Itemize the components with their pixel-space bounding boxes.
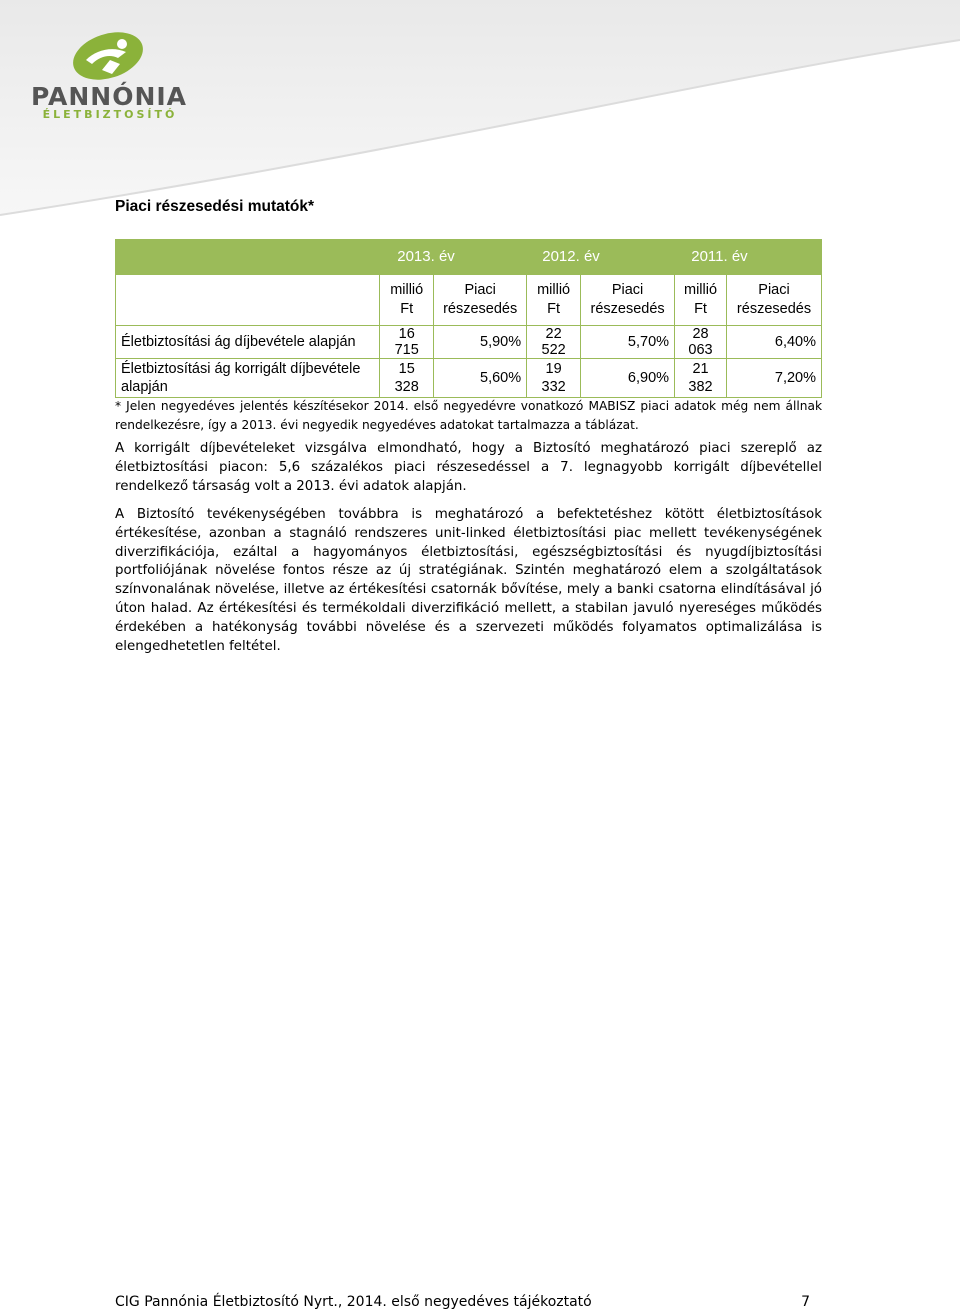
section-title: Piaci részesedési mutatók* [115, 198, 315, 215]
column-header: millió Ft [675, 275, 727, 326]
row-label: Életbiztosítási ág díjbevétele alapján [116, 326, 380, 359]
subheader-empty-cell [116, 275, 380, 326]
table-cell: 7,20% [727, 359, 822, 398]
footer-text: CIG Pannónia Életbiztosító Nyrt., 2014. első negyedéves tájékoztató [115, 1294, 592, 1310]
column-header: Piaci részesedés [581, 275, 675, 326]
table-cell: 28 063 [675, 326, 727, 359]
logo-wordmark: PANNÓNIA [30, 82, 188, 111]
year-header-cell [380, 240, 822, 275]
paragraph: A Biztosító tevékenységében továbbra is meghatározó a befektetéshez kötött életbiztosítások értékesítése, azonban a stagnáló rendszeres unit-linked életbiztosítási piac mellett tevékenységének diverzifikációja, ezáltal a hagyományos életbiztosítási, egészségbiztosítási és nyugdíjbiztosítási portfoliójának növelése fontos része az új stratégiának. Szintén meghatározó elem a szolgáltatások színvonalának növelése, illetve az értékesítési csatornák bővítése, mely a banki csatorna elindításával jó úton halad. Az értékesítési és termékoldali diverzifikáció mellett, a stabilan javuló nyereséges működés érdekében a hatékonyság további növelése és a szervezeti működés folyamatos optimalizálása is elengedhetetlen feltétel. [115, 507, 822, 654]
table-cell: 22 522 [527, 326, 581, 359]
row-label: Életbiztosítási ág korrigált díjbevétele alapján [116, 359, 380, 398]
column-header: millió Ft [527, 275, 581, 326]
table-row [116, 359, 822, 398]
header-empty-cell [116, 240, 380, 275]
logo-subtitle: ÉLETBIZTOSÍTÓ [42, 108, 178, 121]
year-label: 2012. év [542, 248, 600, 265]
year-label: 2013. év [397, 248, 455, 265]
table-year-header-row [116, 240, 822, 275]
table-subheader-row [116, 275, 822, 326]
table-cell: 6,40% [727, 326, 822, 359]
table-footnote: * Jelen negyedéves jelentés készítésekor 2014. első negyedévre vonatkozó MABISZ piaci adatok még nem állnak rendelkezésre, így a 2013. évi negyedik negyedéves adatokat tartalmazza a táblázat. [115, 399, 822, 432]
column-header: millió Ft [380, 275, 434, 326]
page-number: 7 [801, 1294, 810, 1310]
table-row [116, 326, 822, 359]
column-header: Piaci részesedés [727, 275, 822, 326]
paragraph: A korrigált díjbevételeket vizsgálva elmondható, hogy a Biztosító meghatározó piaci szereplő az életbiztosítási piacon: 5,6 százalékos piaci részesedéssel a 7. legnagyobb korrigált díjbevétellel rendelkező társaság volt a 2013. évi adatok alapján. [115, 441, 822, 494]
market-share-table [115, 239, 822, 398]
table-cell: 5,90% [434, 326, 527, 359]
table-cell: 19 332 [527, 359, 581, 398]
column-header: Piaci részesedés [434, 275, 527, 326]
table-cell: 5,70% [581, 326, 675, 359]
table-cell: 6,90% [581, 359, 675, 398]
year-label: 2011. év [691, 248, 748, 265]
page-footer [115, 1294, 810, 1310]
table-cell: 21 382 [675, 359, 727, 398]
table-cell: 5,60% [434, 359, 527, 398]
table-cell: 15 328 [380, 359, 434, 398]
table-cell: 16 715 [380, 326, 434, 359]
